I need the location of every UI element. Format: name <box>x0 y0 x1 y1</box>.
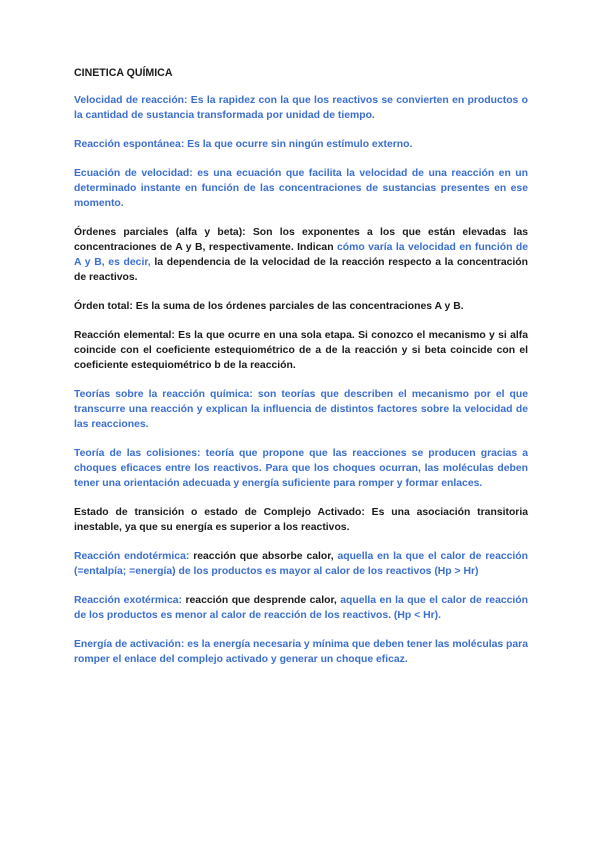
paragraph-reaccion-elemental <box>74 328 528 373</box>
paragraph-text: Reacción espontánea: Es la que ocurre sin ningún estímulo externo. <box>74 139 413 150</box>
paragraph-energia-activacion <box>74 637 528 667</box>
paragraph-term: Reacción endotérmica: <box>74 551 190 562</box>
paragraph-text: Teorías sobre la reacción química: son teorías que describen el mecanismo por el que transcurre una reacción y explican la influencia de distintos factores sobre la velocidad de las reacciones. <box>74 389 528 430</box>
paragraph-ecuacion-velocidad <box>74 166 528 211</box>
paragraph-text: Teoría de las colisiones: teoría que propone que las reacciones se producen gracias a choques eficaces entre los reactivos. Para que los choques ocurran, las moléculas deben tener una orientación adecuada y energía suficiente para romper y formar enlaces. <box>74 448 528 489</box>
paragraph-text: Estado de transición o estado de Complejo Activado: Es una asociación transitoria inestable, ya que su energía es superior a los reactivos. <box>74 507 528 533</box>
paragraph-orden-total <box>74 299 528 314</box>
paragraph-text: Ecuación de velocidad: es una ecuación que facilita la velocidad de una reacción en un determinado instante en función de las concentraciones de sustancias presentes en ese momento. <box>74 168 528 209</box>
paragraph-estado-transicion <box>74 505 528 535</box>
paragraph-ordenes-parciales <box>74 225 528 285</box>
paragraph-reaccion-endotermica <box>74 549 528 579</box>
paragraph-text: Órdenes parciales (alfa y beta): Son los exponentes a los que están elevadas las concentraciones de A y B, respectivamente. Indican <box>74 227 528 253</box>
paragraph-text: aquella en la que el calor de reacción de los productos es menor al calor de reacción de los reactivos. (Hp < Hr). <box>74 595 529 621</box>
paragraph-text: reacción que absorbe calor, <box>189 551 334 562</box>
paragraph-text: Velocidad de reacción: Es la rapidez con la que los reactivos se convierten en productos o la cantidad de sustancia transformada por unidad de tiempo. <box>74 95 528 121</box>
paragraph-text: Energía de activación: es la energía necesaria y mínima que deben tener las moléculas para romper el enlace del complejo activado y generar un choque eficaz. <box>74 639 528 665</box>
paragraph-term: Reacción exotérmica: <box>74 595 183 606</box>
paragraph-text: Reacción elemental: Es la que ocurre en una sola etapa. Si conozco el mecanismo y si alfa coincide con el coeficiente estequiométrico de a de la reacción y si beta coincide con el coeficiente estequiométrico b de la reacción. <box>74 330 528 371</box>
paragraph-text: reacción que desprende calor, <box>182 595 337 606</box>
paragraph-teoria-colisiones <box>74 446 528 491</box>
paragraph-reaccion-exotermica <box>74 593 528 623</box>
paragraph-velocidad-reaccion <box>74 93 528 123</box>
paragraph-reaccion-espontanea <box>74 137 528 152</box>
document-title: CINETICA QUÍMICA <box>74 67 173 79</box>
paragraph-text: aquella en la que el calor de reacción (=entalpía; =energía) de los productos es mayor al calor de los reactivos (Hp > Hr) <box>74 551 528 577</box>
paragraph-highlight: cómo varía la velocidad en función de A y B, es decir, <box>74 242 528 268</box>
paragraph-teorias-reaccion <box>74 387 528 432</box>
document-page <box>74 66 528 681</box>
paragraph-text: Órden total: Es la suma de los órdenes parciales de las concentraciones A y B. <box>74 301 464 312</box>
paragraph-text: la dependencia de la velocidad de la reacción respecto a la concentración de reactivos. <box>74 257 529 283</box>
